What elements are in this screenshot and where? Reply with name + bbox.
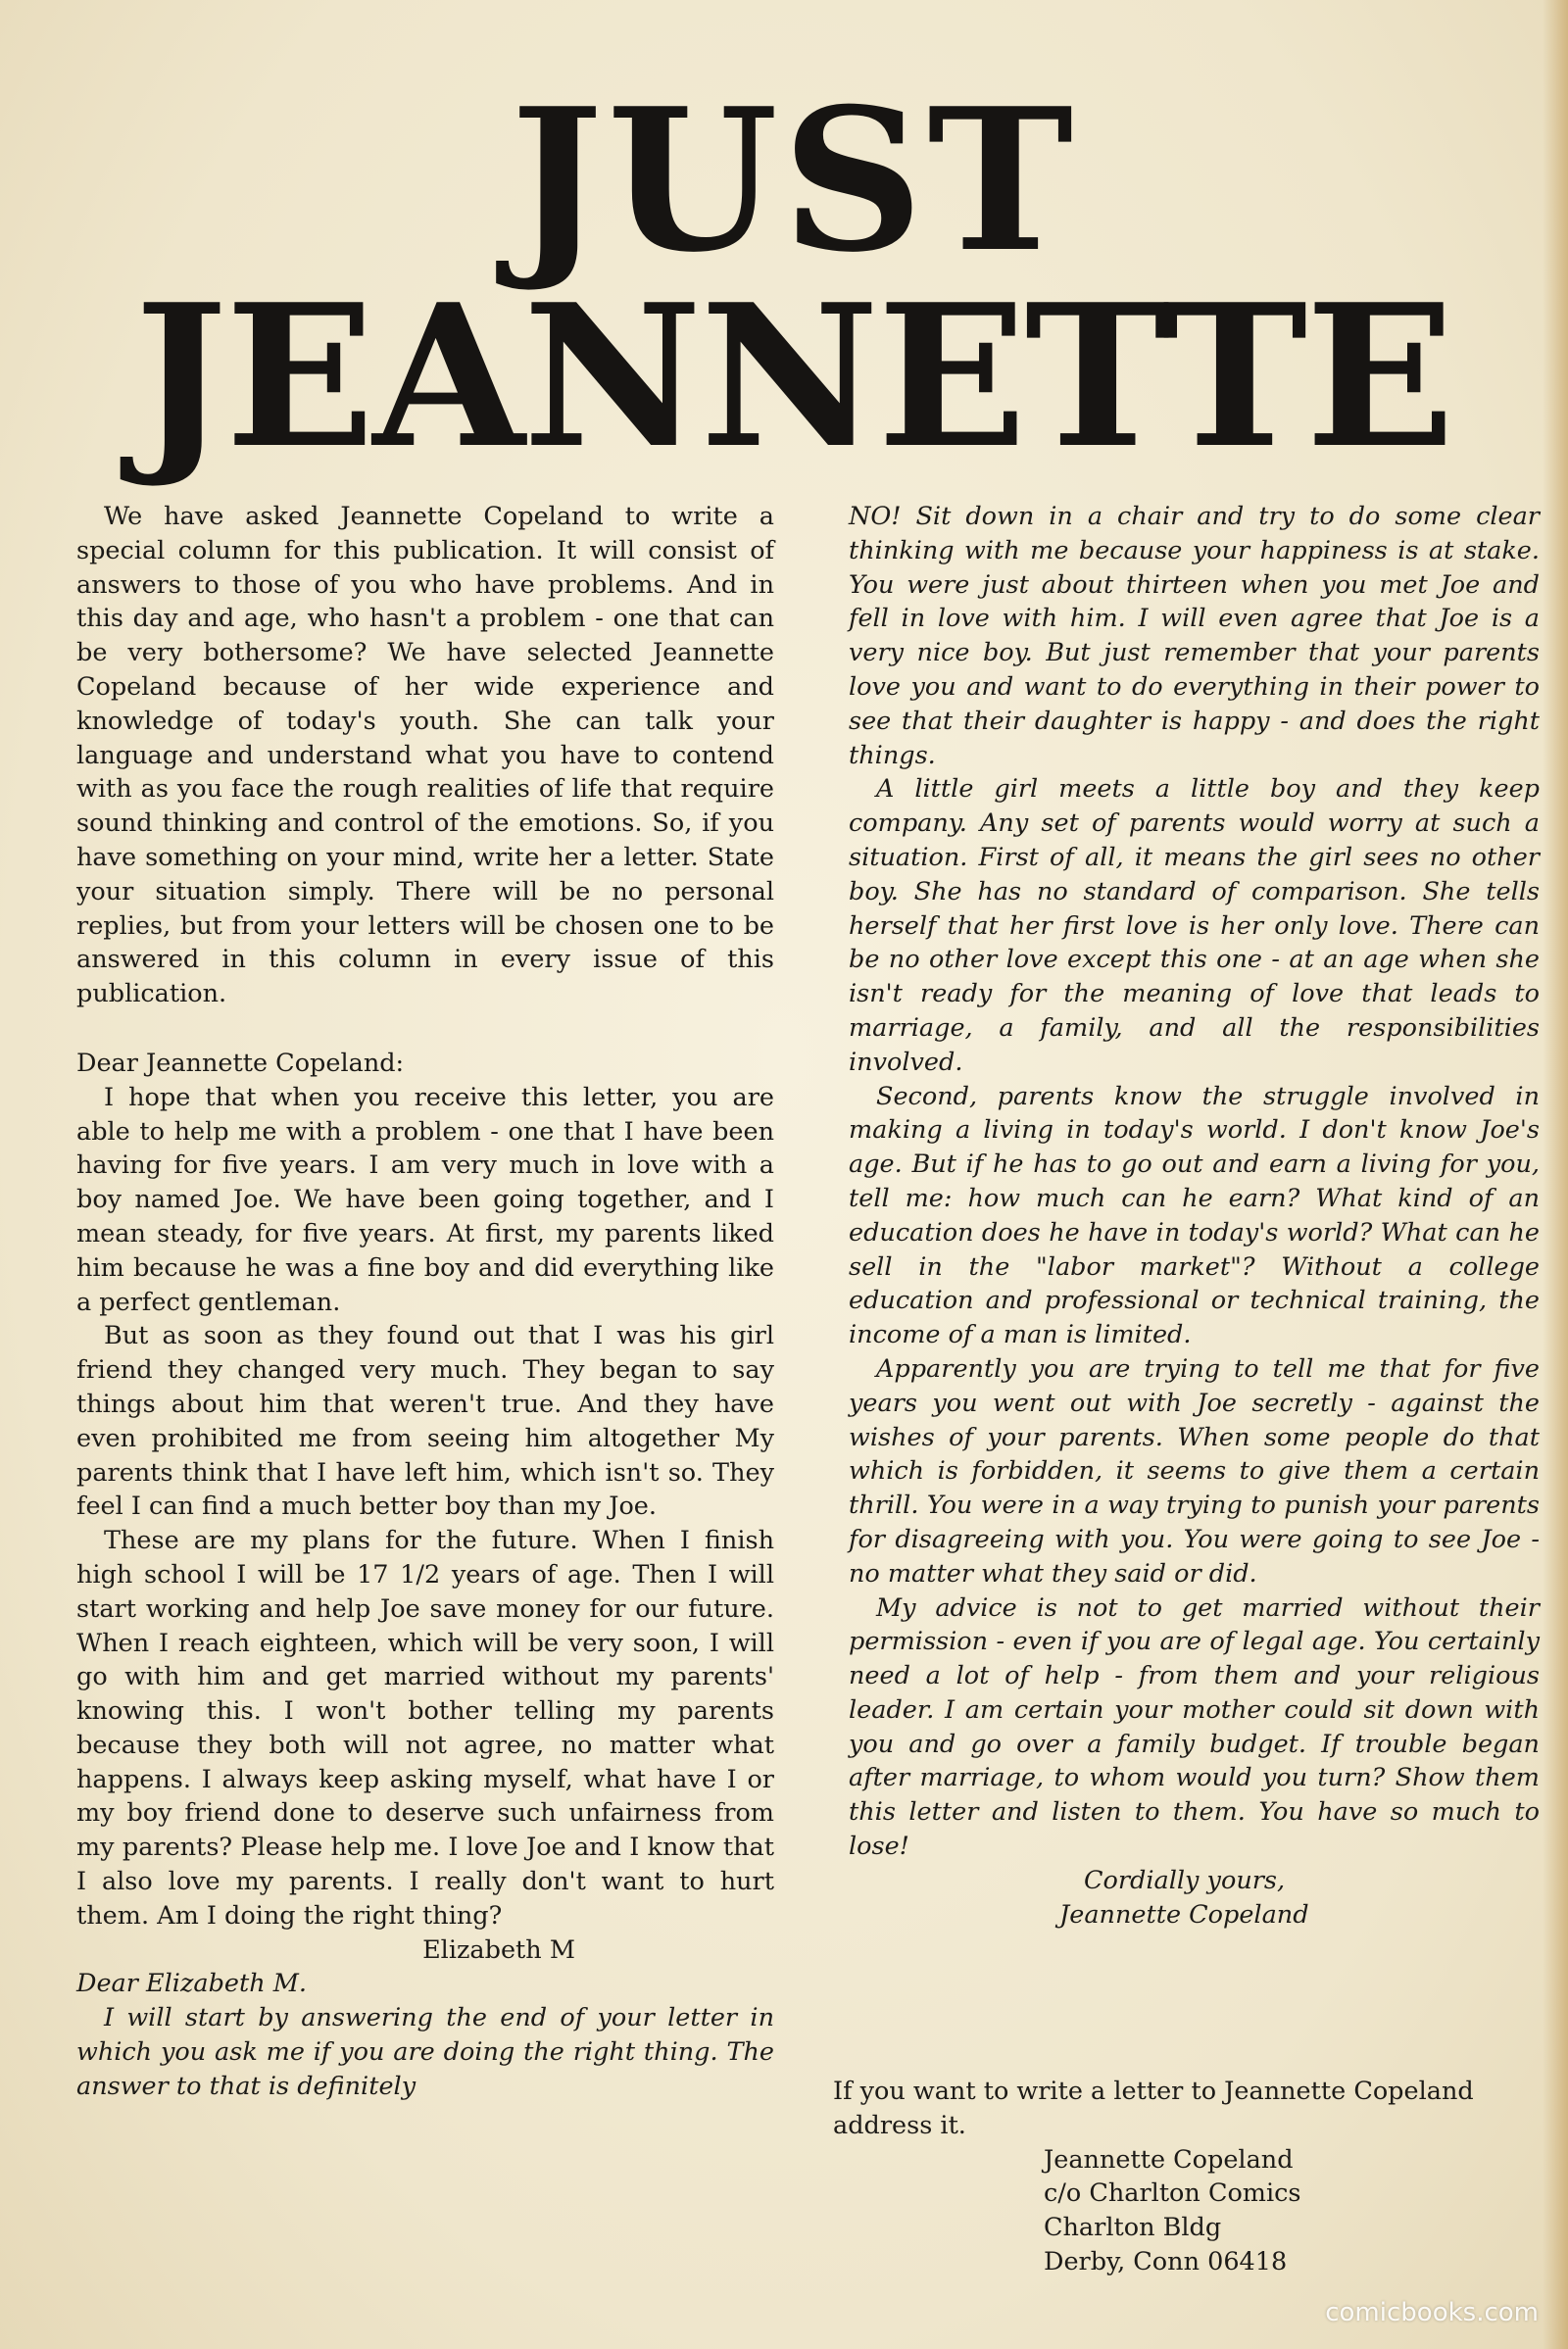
address-line: c/o Charlton Comics [1044,2178,1301,2209]
reply-paragraph: Second, parents know the struggle involved in making a living in today's world. I don't know Joe's age. But if he has to go out and earn a living for you, tell me: how much can he earn? What kind of an education does he have in today's world? What can he sell in the "labor market"? Without a college education and professional or technical training, the income of a man is limited. [849,1081,1540,1350]
title-line-jeannette: JEANNETTE [134,262,1453,492]
mailing-address-block [833,2075,1519,2279]
letter-salutation: Dear Jeannette Copeland: [76,1048,405,1078]
site-watermark: comicbooks.com [1325,2298,1539,2327]
reply-paragraph: My advice is not to get married without their permission - even if you are of legal age. You certainly need a lot of help - from them and your religious leader. I am certain your mother could sit down with you and go over a family budget. If trouble began after marriage, to whom would you turn? Show them this letter and listen to them. You have so much to lose! [849,1592,1540,1862]
address-line: Jeannette Copeland [1044,2144,1294,2175]
letter-paragraph: These are my plans for the future. When I finish high school I will be 17 1/2 years of age. Then I will start working and help Joe save money for our future. When I reach eighteen, which will be very soon, I will go with him and get married without my parents' knowing this. I won't bother telling my parents because they both will not agree, no matter what happens. I always keep asking myself, what have I or my boy friend done to deserve such unfairness from my parents? Please help me. I love Joe and I know that I also love my parents. I really don't want to hurt them. Am I doing the right thing? [76,1526,774,1931]
address-line: Charlton Bldg [1044,2213,1222,2243]
reply-paragraph: Apparently you are trying to tell me that for five years you went out with Joe secretly - against the wishes of your parents. When some people do that which is forbidden, it seems to give them a certain thrill. You were in a way trying to punish your parents for disagreeing with you. You were going to see Joe - no matter what they said or did. [849,1353,1540,1589]
left-column [76,500,774,2104]
right-column [849,500,1540,1932]
reply-signature: Jeannette Copeland [1059,1899,1309,1930]
address-line: Derby, Conn 06418 [1044,2246,1288,2276]
letter-paragraph: But as soon as they found out that I was his girl friend they changed very much. They began to say things about him that weren't true. And they have even prohibited me from seeing him altogether My parents think that I have left him, which isn't so. They feel I can find a much better boy than my Joe. [76,1321,774,1522]
letter-signature: Elizabeth M [422,1934,575,1965]
reply-paragraph: I will start by answering the end of your letter in which you ask me if you are doing the right thing. The answer to that is definitely [76,2003,774,2101]
reply-paragraph: A little girl meets a little boy and they keep company. Any set of parents would worry at such a situation. First of all, it means the girl sees no other boy. She has no standard of comparison. She tells herself that her first love is her only love. There can be no other love except this one - at an age when she isn't ready for the meaning of love that leads to marriage, a family, and all the responsibilities involved. [849,774,1540,1077]
title-line-just: JUST [510,66,1078,296]
reply-paragraph: NO! Sit down in a chair and try to do some clear thinking with me because your happiness is at stake. You were just about thirteen when you met Joe and fell in love with him. I will even agree that Joe is a very nice boy. But just remember that your parents love you and want to do everything in their power to see that their daughter is happy - and does the right things. [849,502,1540,770]
address-lines [833,2143,1519,2279]
address-intro: If you want to write a letter to Jeannette Copeland address it. [833,2077,1474,2140]
reply-salutation: Dear Elizabeth M. [76,1969,308,1999]
reply-closing: Cordially yours, [1084,1865,1286,1895]
page-edge-shading [1543,0,1568,2349]
letter-paragraph: I hope that when you receive this letter, you are able to help me with a problem - one that I have been having for five years. I am very much in love with a boy named Joe. We have been going together, and I mean steady, for five years. At first, my parents liked him because he was a fine boy and did everything like a perfect gentleman. [76,1082,774,1317]
spacer [76,1011,774,1047]
intro-paragraph: We have asked Jeannette Copeland to write a special column for this publication. It will consist of answers to those of you who have problems. And in this day and age, who hasn't a problem - one that can be very bothersome? We have selected Jeannette Copeland because of her wide experience and knowledge of today's youth. She can talk your language and understand what you have to contend with as you face the rough realities of life that require sound thinking and control of the emotions. So, if you have something on your mind, write her a letter. State your situation simply. There will be no personal replies, but from your letters will be chosen one to be answered in this column in every issue of this publication. [76,502,774,1009]
